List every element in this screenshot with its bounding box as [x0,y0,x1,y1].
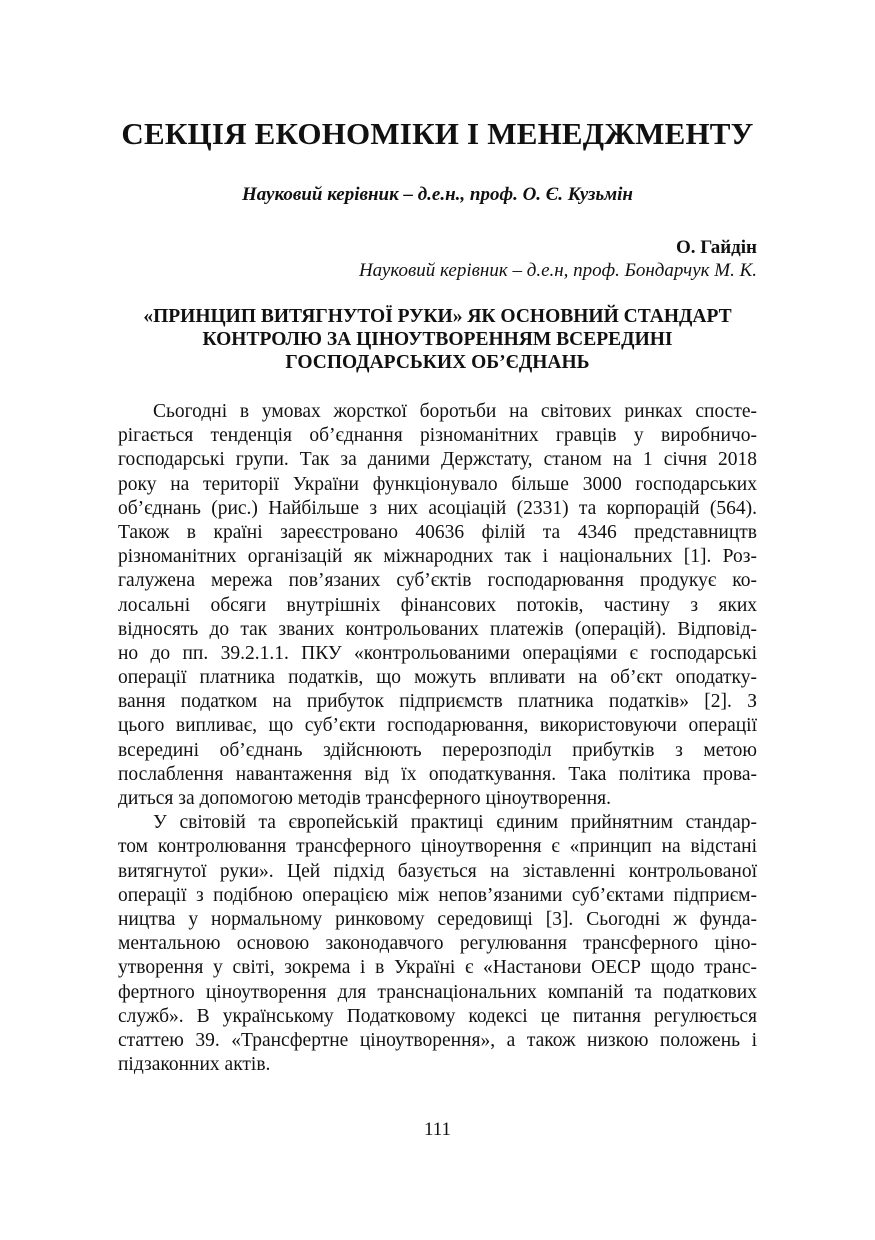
text-line: статтею 39. «Трансфертне ціноутворення», а також низкою положень і [118,1029,757,1051]
text-line: послаблення навантаження від їх оподаткування. Така політика прова- [118,763,757,785]
document-page [118,0,757,1240]
section-title: СЕКЦІЯ ЕКОНОМІКИ І МЕНЕДЖМЕНТУ [121,116,754,151]
text-line: ництва у нормальному ринковому середовищі [3]. Сьогодні ж фунда- [118,908,757,930]
text-line: року на території України функціонувало більше 3000 господарських [118,473,757,495]
text-line: галужена мережа пов’язаних суб’єктів господарювання продукує ко- [118,570,757,592]
text-line: підзаконних актів. [118,1054,271,1076]
text-line: лосальні обсяги внутрішніх фінансових потоків, частину з яких [118,594,757,616]
text-line: вання податком на прибуток підприємств платника податків» [2]. З [118,691,757,713]
article-body [118,400,757,1077]
text-line: ментальною основою законодавчого регулювання трансферного ціно- [118,933,757,955]
text-line: цього випливає, що суб’єкти господарювання, використовуючи операції [118,715,757,737]
paragraph-2 [118,811,757,1077]
article-title-line: КОНТРОЛЮ ЗА ЦІНОУТВОРЕННЯМ ВСЕРЕДИНІ [202,329,673,350]
text-line: операції з подібною операцією між непов’язаними суб’єктами підприєм- [118,884,757,906]
paragraph-1 [118,400,757,811]
text-line: рігається тенденція об’єднання різноманітних гравців у виробничо- [118,425,757,447]
text-line: служб». В українському Податковому кодексі це питання регулюється [118,1005,757,1027]
section-supervisor: Науковий керівник – д.е.н., проф. О. Є. Кузьмін [242,184,633,205]
article-title-line: ГОСПОДАРСЬКИХ ОБ’ЄДНАНЬ [285,352,590,373]
text-line: операції платника податків, що можуть впливати на об’єкт оподатку- [118,667,757,689]
text-line: утворення у світі, зокрема і в Україні є «Настанови ОЕСР щодо транс- [118,957,757,979]
text-line: диться за допомогою методів трансферного ціноутворення. [118,788,612,809]
text-line: відносять до так званих контрольованих платежів (операцій). Відповід- [118,618,757,640]
author-supervisor: Науковий керівник – д.е.н, проф. Бондарчук М. К. [358,260,757,281]
article-title [118,305,757,374]
author-name: О. Гайдін [676,237,757,258]
text-line: но до пп. 39.2.1.1. ПКУ «контрольованими операціями є господарські [118,642,757,664]
article-title-line: «ПРИНЦИП ВИТЯГНУТОЇ РУКИ» ЯК ОСНОВНИЙ СТАНДАРТ [143,306,732,327]
text-line: фертного ціноутворення для транснаціональних компаній та податкових [118,981,757,1003]
text-line: том контролювання трансферного ціноутворення є «принцип на відстані [118,836,757,858]
text-line: Також в країні зареєстровано 40636 філій та 4346 представництв [118,521,757,543]
page-number: 111 [423,1119,452,1140]
text-line: об’єднань (рис.) Найбільше з них асоціацій (2331) та корпорацій (564). [118,497,757,519]
text-line: господарські групи. Так за даними Держстату, станом на 1 січня 2018 [118,449,757,471]
text-line: витягнутої руки». Цей підхід базується на зіставленні контрольованої [118,860,757,882]
text-line: У світовій та європейській практиці єдиним прийнятним стандар- [153,812,757,834]
text-line: різноманітних організацій як міжнародних так і національних [1]. Роз- [118,546,757,568]
text-line: всередині об’єднань здійснюють перерозподіл прибутків з метою [118,739,757,761]
text-line: Сьогодні в умовах жорсткої боротьби на світових ринках спосте- [153,401,757,422]
